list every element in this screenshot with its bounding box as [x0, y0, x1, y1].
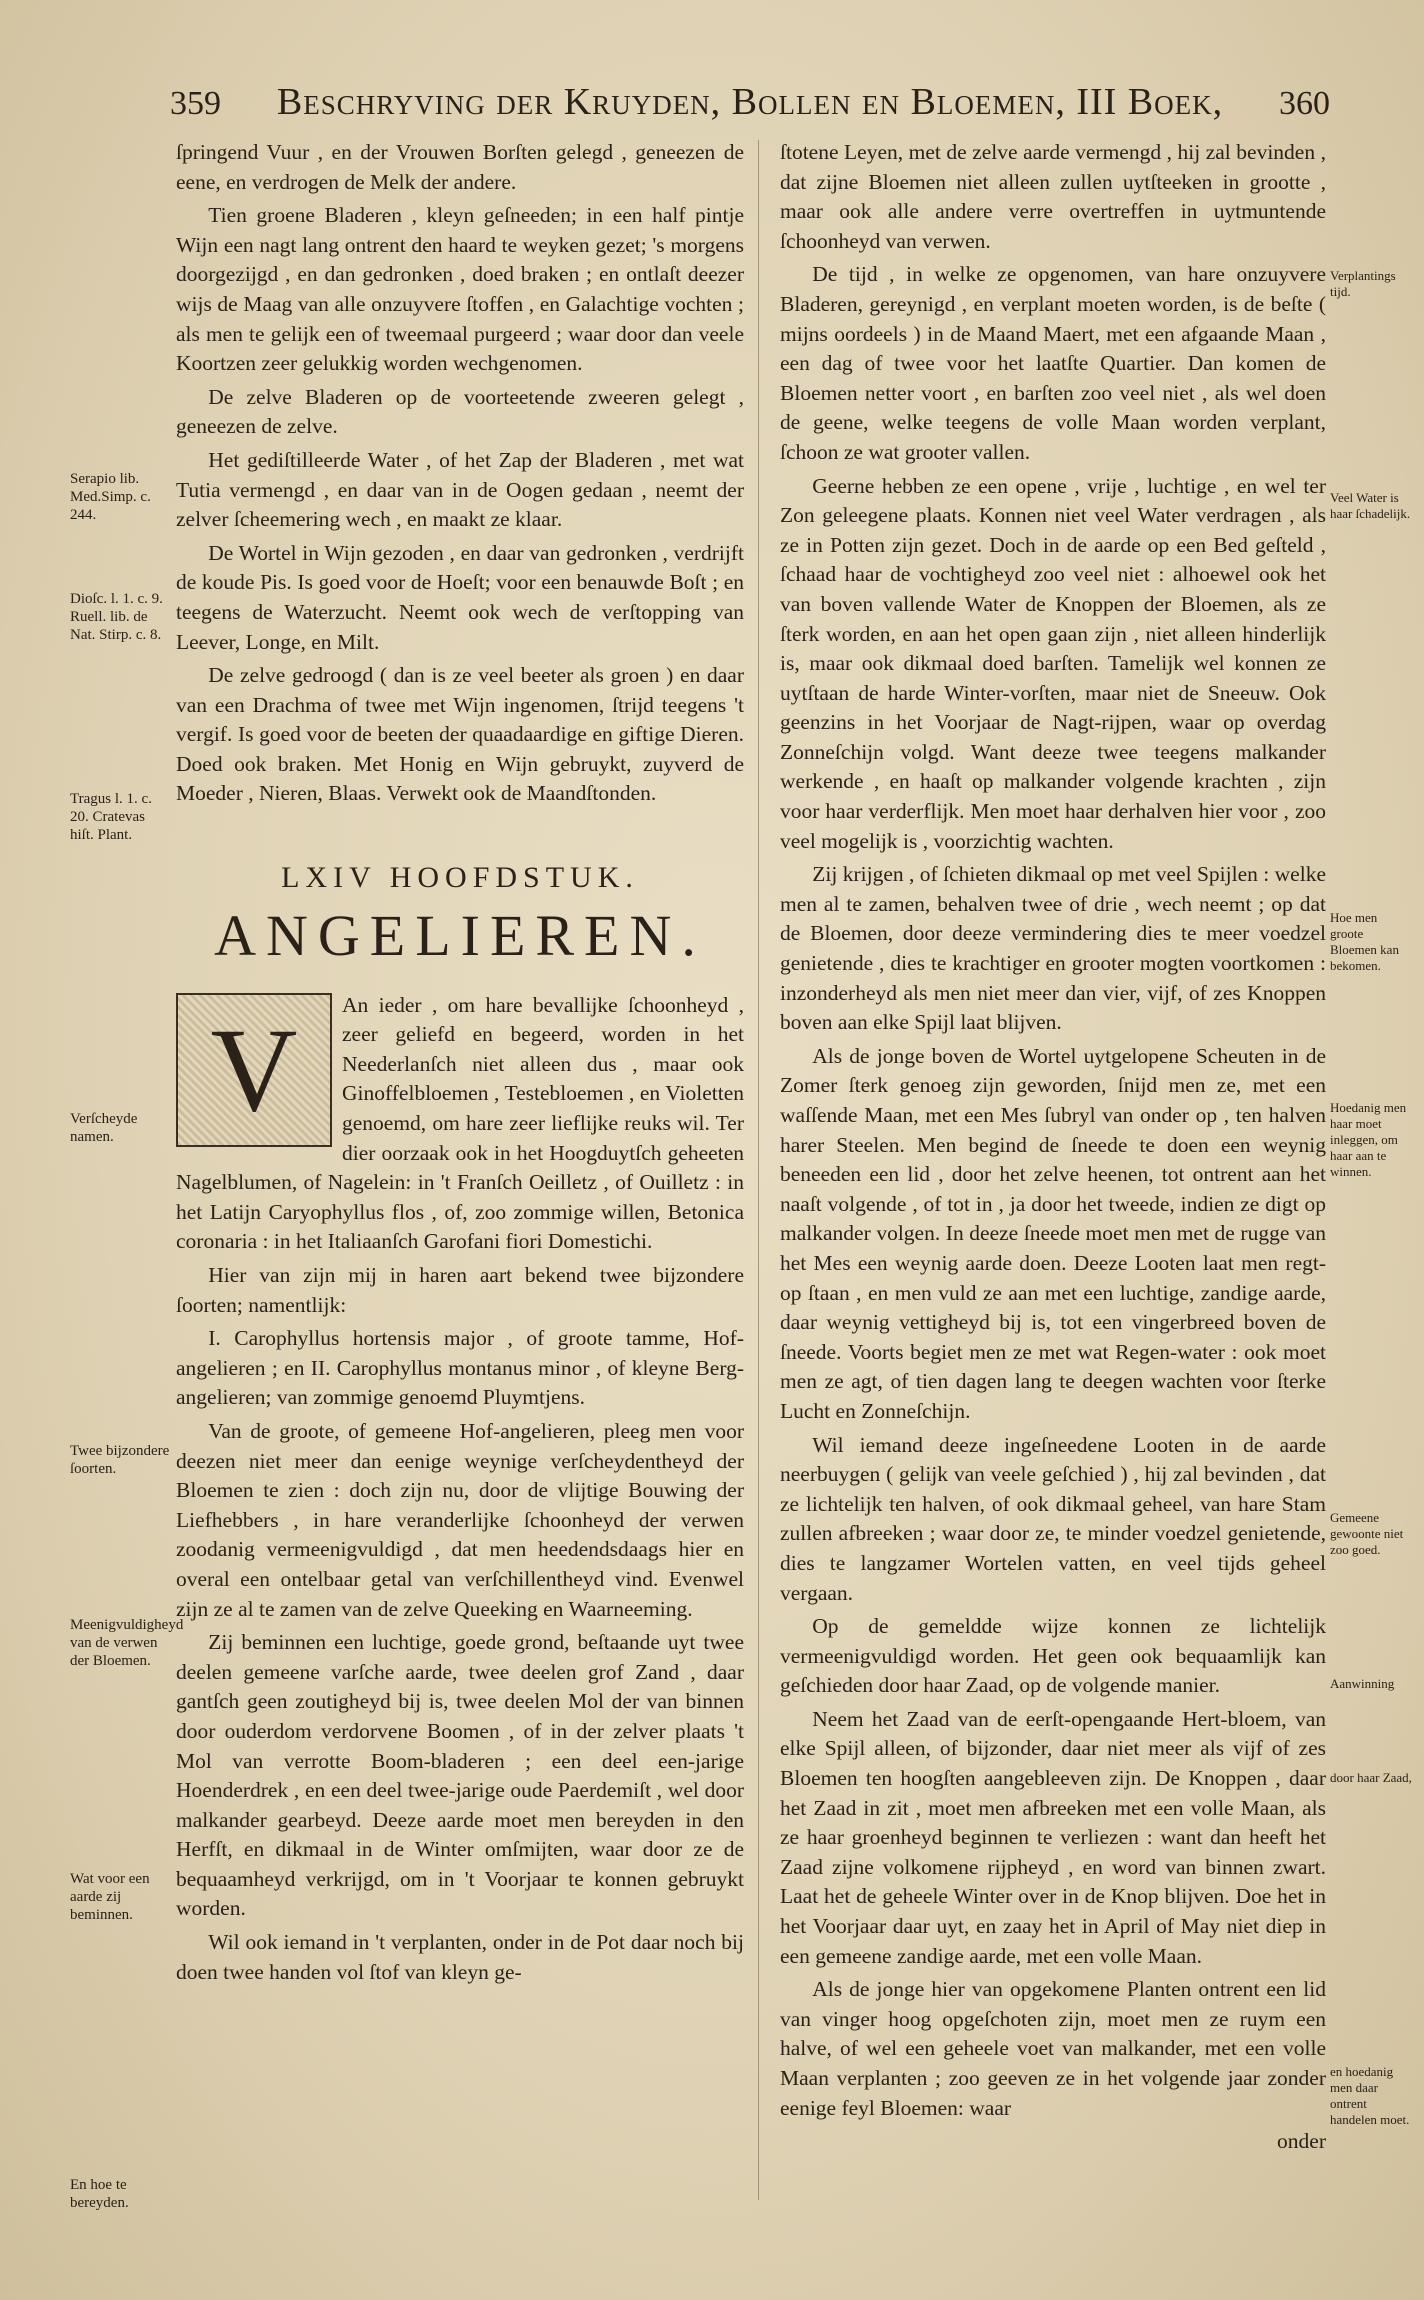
margin-note: Twee bijzondere ſoorten. [70, 1443, 170, 1477]
paragraph: De Wortel in Wijn gezoden , en daar van gedronken , verdrijft de koude Pis. Is goed voor de Hoeſt; voor een benauwde Boſt ; en teegens de Waterzucht. Neemt ook wech de verſtopping van Leever, Longe, en Milt. [176, 540, 744, 654]
paragraph: Tien groene Bladeren , kleyn geſneeden; in een half pintje Wijn een nagt lang ontrent den haard te weyken gezet; 's morgens doorgezijgd , en dan gedronken , doed braken ; en ontlaſt deezer wijs de Maag van alle onzuyvere ſtoffen , en Galachtige vochten ; als men te gelijk een of tweemaal purgeerd ; waar door dan veele Koortzen zeer gelukkig worden wechgenomen. [176, 203, 744, 376]
paragraph: Zij krijgen , of ſchieten dikmaal op met veel Spijlen : welke men al te zamen, behalven twee of drie , wech neemt ; op dat de Bloemen, door deeze vermindering dies te meer voedzel genietende , dies te krachtiger en grooter mogten voortkomen : inzonderheyd als men niet meer dan vier, vijf, of zes Knoppen boven aan elke Spijl laat blijven. [780, 862, 1326, 1035]
margin-note: Veel Water is haar ſchadelijk. [1330, 490, 1411, 521]
paragraph: Wil iemand deeze ingeſneedene Looten in de aarde neerbuygen ( gelijk van veele geſchied ) , hij zal bevinden , dat ze lichtelijk ten halven, of ook dikmaal geheel, van hare Stam zullen afbreeken ; waar door ze, te minder voedzel genietende, dies te langzamer Wortelen vatten, en veel tijds geheel vergaan. [780, 1432, 1326, 1605]
intro-text: An ieder , om hare bevallijke ſchoonheyd , zeer geliefd en begeerd, worden in het Neederlanſch niet alleen dus , maar ook Ginoffelbloemen , Testebloemen , en Violetten genoemd, om hare zeer lieflijke reuks wil. Ter dier oorzaak ook in het Hoogduytſch geheeten Nagelblumen, of Nagelein: in 't Franſch Oeilletz , of Ouilletz : in het Latijn Caryophyllus flos , of, zoo zommige willen, Betonica coronaria : in het Italiaanſch Garofani fiori Domestichi. [176, 992, 744, 1254]
paragraph: De zelve gedroogd ( dan is ze veel beeter als groen ) en daar van een Drachma of twee met Wijn ingenomen, ſtrijd teegens 't vergif. Is goed voor de beeten der quaadaardige en giftige Dieren. Doed ook braken. Met Honig en Wijn gebruykt, zuyverd de Moeder , Nieren, Blaas. Verwekt ook de Maandſtonden. [176, 663, 744, 806]
margin-note: Aanwinning [1330, 1676, 1395, 1691]
margin-note: Serapio lib. Med.Simp. c. 244. [70, 471, 151, 523]
paragraph: Hier van zijn mij in haren aart bekend twee bijzondere ſoorten; namentlijk: [176, 1263, 744, 1317]
margin-note: Meenigvuldigheyd van de verwen der Bloemen. [70, 1617, 184, 1669]
left-column [176, 138, 744, 1991]
paragraph: Het gediſtilleerde Water , of het Zap der Bladeren , met wat Tutia vermengd , en daar van in de Oogen gedaan , neemt der zelver ſcheemering wech , en maakt ze klaar. [176, 447, 744, 532]
paragraph: ſtotene Leyen, met de zelve aarde vermengd , hij zal bevinden , dat zijne Bloemen niet alleen zullen uytſteeken in grootte , maar ook alle andere verre overtreffen in uytmuntende ſchoonheyd van verwen. [780, 140, 1326, 253]
paragraph: Van de groote, of gemeene Hof-angelieren, pleeg men voor deezen niet meer dan eenige weynige verſcheydentheyd der Bloemen te zien : doch zijn nu, door de vlijtige Bouwing der Liefhebbers , in hare veranderlijke ſchoonheyd der verwen zoodanig vermeenigvuldigd , dat men heedendsdaags hier en overal een ontelbaar getal van verſchillentheyd vind. Evenwel zijn ze al te zamen van de zelve Queeking en Waarneeming. [176, 1418, 744, 1621]
running-title: Beschryving der Kruyden, Bollen en Bloemen, III Boek, [276, 81, 1224, 123]
catchword: onder [1277, 2129, 1326, 2154]
margin-note: Hoe men groote Bloemen kan bekomen. [1330, 910, 1399, 973]
dropcap-initial: V [176, 993, 332, 1147]
margin-note: door haar Zaad, [1330, 1770, 1412, 1785]
paragraph: Neem het Zaad van de eerſt-opengaande Hert-bloem, van elke Spijl alleen, of bijzonder, daar niet meer als vijf of zes Bloemen ten hoogſten aangebleeven zijn. De Knoppen , daar het Zaad in zit , moet men afbreeken met een volle Maan, als ze haar groenheyd beginnen te verliezen : want dan heeft het Zaad zijne volkomene rijpheyd , en word van binnen zwart. Laat het de geheele Winter over in de Knop blijven. Doe het in het Voorjaar daar uyt, en zaay het in April of May niet diep in een gemeene zandige aarde, met een volle Maan. [780, 1706, 1326, 1968]
chapter-title: ANGELIEREN. [214, 902, 706, 968]
paragraph: ſpringend Vuur , en der Vrouwen Borſten gelegd , geneezen de eene, en verdrogen de Melk der andere. [176, 140, 744, 194]
paragraph: Op de gemeldde wijze konnen ze lichtelijk vermeenigvuldigd worden. Het geen ook bequaamlijk kan geſchieden door haar Zaad, op de volgende manier. [780, 1614, 1326, 1698]
margin-note: Gemeene gewoonte niet zoo goed. [1330, 1510, 1404, 1557]
right-page-number: 360 [1279, 85, 1330, 122]
margin-note: Verſcheyde namen. [70, 1111, 138, 1145]
left-page-number: 359 [170, 85, 221, 122]
paragraph: Wil ook iemand in 't verplanten, onder in de Pot daar noch bij doen twee handen vol ſtof van kleyn ge- [176, 1930, 744, 1984]
paragraph: Zij beminnen een luchtige, goede grond, beſtaande uyt twee deelen gemeene varſche aarde, twee deelen grof Zand , daar gantſch geen zoutigheyd bij is, twee deelen Mol der van binnen door ouderdom verdorvene Boomen , of in der zelver plaats 't Mol van verrotte Boom-bladeren ; een deel een-jarige Hoenderdrek , en een deel twee-jarige oude Paerdemiſt , wel door malkander gearbeyd. Deeze aarde moet men bereyden in den Herfſt, en dikmaal in de Winter omſmijten, waar door ze de bequaamheyd verkrijgd, om in 't Voorjaar te konnen gebruykt worden. [176, 1630, 744, 1921]
paragraph: De tijd , in welke ze opgenomen, van hare onzuyvere Bladeren, gereynigd , en verplant moeten worden, is de beſte ( mijns oordeels ) in de Maand Maert, met een afgaande Maan , een dag of twee voor het laatſte Quartier. Dan komen de Bloemen netter voort , en barſten zoo veel niet , als wel doen de geene, welke teegens de volle Maan worden verplant, ſchoon ze wat grooter vallen. [780, 262, 1326, 464]
margin-note: En hoe te bereyden. [70, 2177, 129, 2211]
chapter-intro [176, 991, 744, 1257]
paragraph: Als de jonge hier van opgekomene Planten ontrent een lid van vinger hoog opgeſchoten zijn, moet men ze ruym een halve, of wel een geheele voet van malkander, met een volle Maan verplanten ; zoo geeven ze in het volgende jaar zonder eenige feyl Bloemen: waar [780, 1977, 1326, 2120]
page-header [170, 80, 1330, 140]
column-divider [758, 140, 759, 2200]
margin-note: en hoedanig men daar ontrent handelen moet. [1330, 2064, 1410, 2127]
margin-note: Tragus l. 1. c. 20. Cratevas hiſt. Plant. [70, 791, 152, 843]
margin-note: Hoedanig men haar moet inleggen, om haar aan te winnen. [1330, 1100, 1407, 1179]
chapter-number: LXIV HOOFDSTUK. [281, 861, 639, 895]
paragraph: De zelve Bladeren op de voorteetende zweeren gelegt , geneezen de zelve. [176, 384, 744, 439]
margin-note: Dioſc. l. 1. c. 9. Ruell. lib. de Nat. Stirp. c. 8. [70, 591, 163, 643]
right-column [780, 138, 1326, 2161]
paragraph: Als de jonge boven de Wortel uytgelopene Scheuten in de Zomer ſterk genoeg zijn geworden, ſnijd men ze, met een waſſende Maan, met een Mes ſubryl van onder op , ten halven harer Steelen. Men begind de ſneede te doen een weynig beneeden een lid , door het zelve heenen, tot ontrent aan het naaſt volgende , of tot in , ja door het tweede, indien ze digt op malkander volgen. In deeze ſneede moet men met de rugge van het Mes een weynig aarde doen. Deeze Looten laat men regt-op ſtaan , en men vuld ze aan met een luchtige, zandige aarde, daar weynig vettigheyd bij is, tot een vingerbreed boven de ſneede. Voorts begiet men ze met wat Regen-water : ook moet men ze agt, of tien dagen lang te deegen wachten voor ſterke Lucht en Zonneſchijn. [780, 1043, 1326, 1423]
paragraph: Geerne hebben ze een opene , vrije , luchtige , en wel ter Zon geleegene plaats. Konnen niet veel Water verdragen , als ze in Potten zijn gezet. Doch in de aarde op een Bed geſteld , ſchaad haar de vochtigheyd zoo veel niet : alhoewel ook het van boven vallende Water de Knoppen der Bloemen, als ze ſterk worden, en aan het open gaan zijn , niet alleen hinderlijk is, maar ook dikmaal doed barſten. Tamelijk wel konnen ze uytſtaan de harde Winter-vorſten, maar niet de Sneeuw. Ook geenzins in het Voorjaar de Nagt-rijpen, waar op overdag Zonneſchijn volgd. Want deeze twee teegens malkander werkende , en haaſt op malkander volgende krachten , zijn voor haar verderflijk. Men moet haar derhalven hier voor , zoo veel mogelijk is , voorzichtig wachten. [780, 473, 1326, 853]
paragraph: I. Carophyllus hortensis major , of groote tamme, Hof-angelieren ; en II. Carophyllus montanus minor , of kleyne Berg-angelieren; van zommige genoemd Pluymtjens. [176, 1326, 744, 1410]
margin-note: Verplantings tijd. [1330, 268, 1396, 299]
margin-note: Wat voor een aarde zij beminnen. [70, 1871, 150, 1923]
